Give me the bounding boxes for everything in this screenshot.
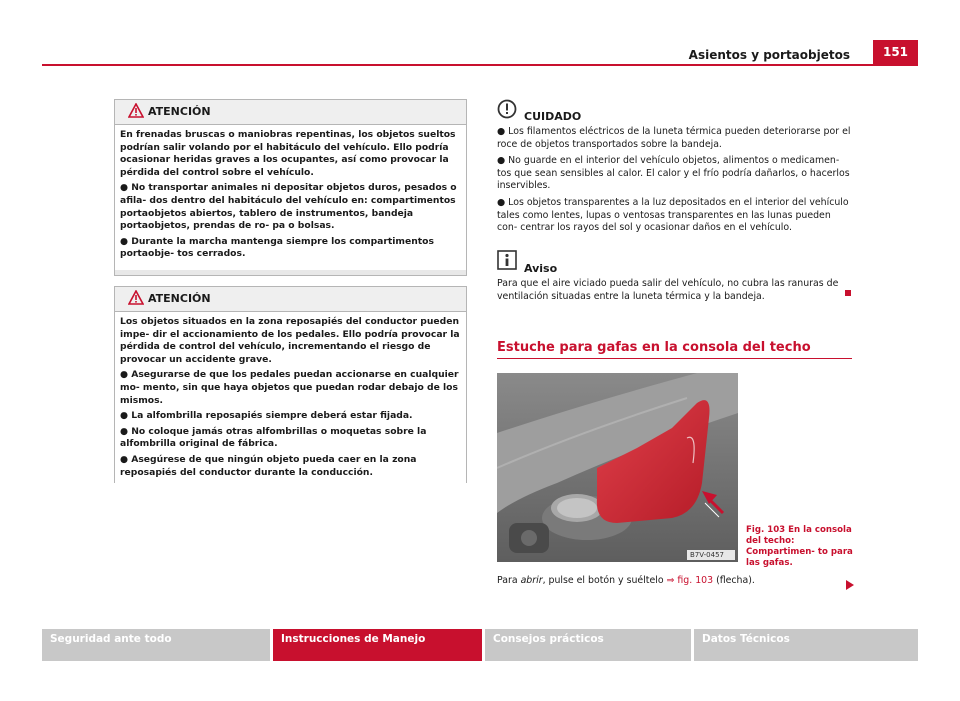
figure-reference-link[interactable]: ⇒ fig. 103 xyxy=(666,575,714,586)
figure-code: B7V-0457 xyxy=(690,551,724,559)
header-rule xyxy=(42,64,918,66)
caution-icon xyxy=(497,99,517,123)
caution-bullet: ● No guarde en el interior del vehículo objetos, alimentos o medicamen- tos que sean sensibles al calor. El calor y el frío podría dañarlos, o hacerlos inservibles. xyxy=(497,155,850,192)
caution-title: CUIDADO xyxy=(524,110,582,123)
note-title: Aviso xyxy=(524,262,558,275)
page-number: 151 xyxy=(873,40,918,64)
footer-tab-consejos[interactable]: Consejos prácticos xyxy=(485,629,691,661)
instruction-suffix: (flecha). xyxy=(713,575,755,586)
instruction-prefix: Para xyxy=(497,575,521,586)
warning-box-header xyxy=(115,100,466,125)
section-rule xyxy=(497,358,852,359)
warning-triangle-icon xyxy=(128,290,144,305)
footer-tab-seguridad[interactable]: Seguridad ante todo xyxy=(42,629,270,661)
warning-bullet: ● La alfombrilla reposapiés siempre deberá estar fijada. xyxy=(120,410,413,422)
warning-triangle-icon xyxy=(128,103,144,118)
warning-box-2 xyxy=(114,286,467,483)
warning-bullet: ● Asegúrese de que ningún objeto pueda caer en la zona reposapiés del conductor durante la conducción. xyxy=(120,453,417,478)
info-icon xyxy=(497,250,517,274)
footer-tab-datos[interactable]: Datos Técnicos xyxy=(694,629,918,661)
running-header-title: Asientos y portaobjetos xyxy=(688,48,850,62)
note-text: Para que el aire viciado pueda salir del vehículo, no cubra las ranuras de ventilación situadas entre la luneta térmica y la bandeja. xyxy=(497,278,839,302)
instruction-middle: , pulse el botón y suéltelo xyxy=(542,575,667,586)
instruction-text xyxy=(497,575,852,588)
caution-bullet: ● Los objetos transparentes a la luz depositados en el interior del vehículo tales como lentes, lupas o ventosas transparentes en las lunas pueden con- centrar los rayos del sol y ocasionar daños en el vehículo. xyxy=(497,196,849,234)
footer-tab-instrucciones[interactable]: Instrucciones de Manejo xyxy=(273,629,482,661)
figure-caption: Fig. 103 En la consola del techo: Compartimen- to para las gafas. xyxy=(746,525,853,568)
figure-roof-console xyxy=(497,373,738,562)
instruction-emphasis: abrir xyxy=(520,575,543,586)
warning-body xyxy=(115,312,466,488)
warning-title: ATENCIÓN xyxy=(148,105,211,118)
warning-paragraph: En frenadas bruscas o maniobras repentinas, los objetos sueltos podrían salir volando por el habitáculo del vehículo. Ello podría ocasionar heridas graves a los ocupantes, así como provocar la pérdida del control sobre el vehículo. xyxy=(120,129,456,178)
continue-arrow-icon xyxy=(846,575,854,594)
footer-nav xyxy=(42,629,918,661)
warning-bullet: ● Durante la marcha mantenga siempre los compartimentos portaobje- tos cerrados. xyxy=(120,235,434,260)
section-end-marker xyxy=(845,290,851,296)
warning-bullet: ● Asegurarse de que los pedales puedan accionarse en cualquier mo- mento, sin que haya objetos que puedan rodar debajo de los mismos. xyxy=(120,369,459,406)
warning-paragraph: Los objetos situados en la zona reposapiés del conductor pueden impe- dir el accionamiento de los pedales. Ello podría provocar la pérdida de control del vehículo, incrementando el riesgo de provocar un accidente grave. xyxy=(120,316,460,365)
warning-box-header xyxy=(115,287,466,312)
warning-bullet: ● No coloque jamás otras alfombrillas o moquetas sobre la alfombrilla original de fábrica. xyxy=(120,425,427,450)
caution-bullet: ● Los filamentos eléctricos de la luneta térmica pueden deteriorarse por el roce de objetos transportados sobre la bandeja. xyxy=(497,126,851,150)
warning-body xyxy=(115,125,466,270)
caution-body xyxy=(497,126,852,239)
section-title: Estuche para gafas en la consola del techo xyxy=(497,340,811,355)
warning-title: ATENCIÓN xyxy=(148,292,211,305)
warning-bullet: ● No transportar animales ni depositar objetos duros, pesados o afila- dos dentro del habitáculo del vehículo en: compartimentos portaobjetos abiertos, tablero de instrumentos, bandeja portaobjetos, prendas de ro- pa o bolsas. xyxy=(120,182,457,232)
warning-box-1 xyxy=(114,99,467,276)
